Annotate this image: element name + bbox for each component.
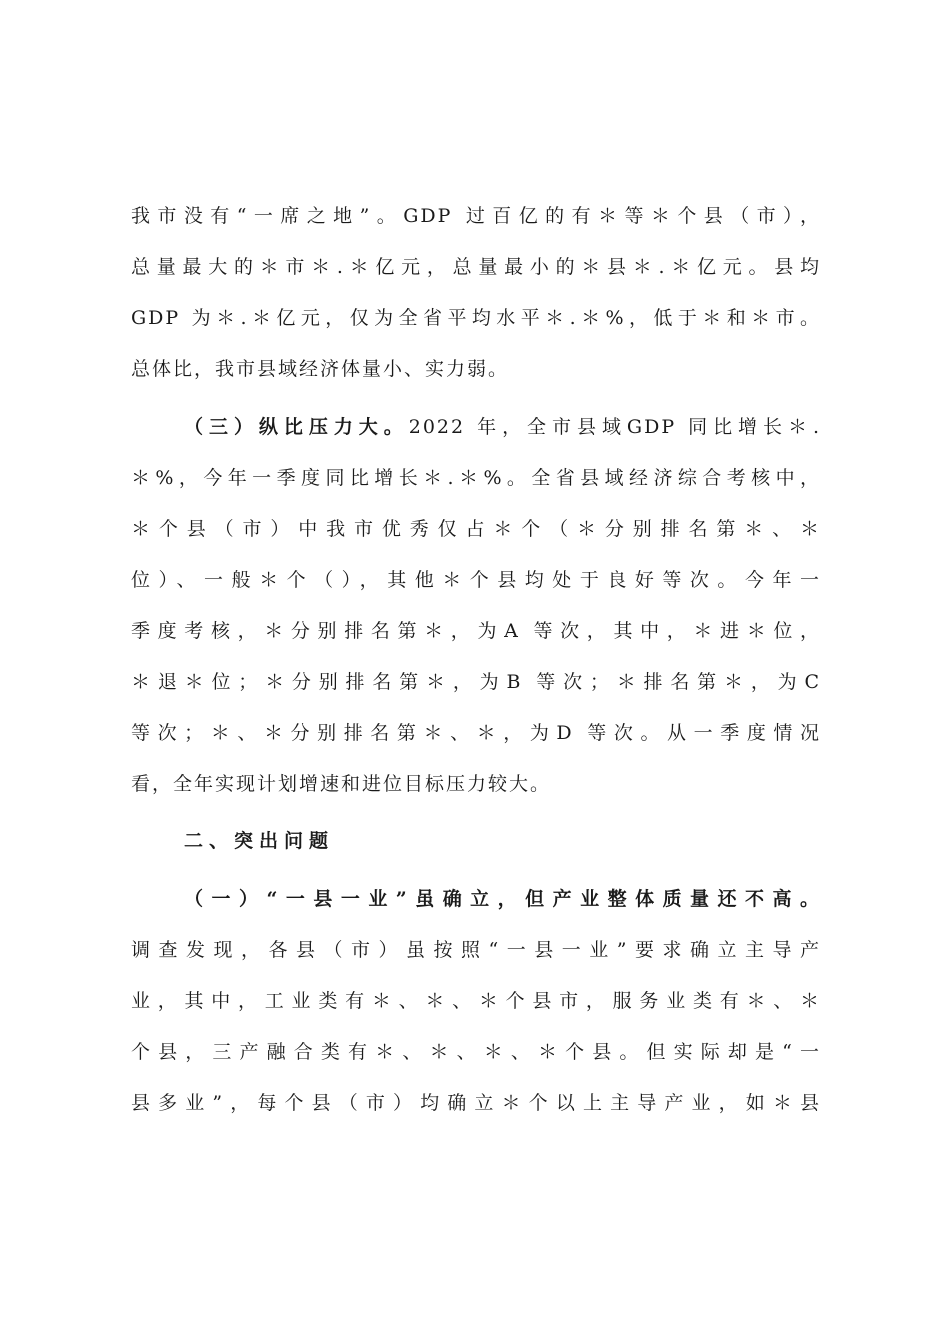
paragraph-line: ＊退＊位；＊分别排名第＊，为B 等次；＊排名第＊，为C: [131, 671, 821, 693]
subsection-heading: （三）纵比压力大。: [184, 416, 409, 438]
paragraph-line: 个县，三产融合类有＊、＊、＊、＊个县。但实际却是“一: [131, 1041, 821, 1063]
paragraph-line: 等次；＊、＊分别排名第＊、＊，为D 等次。从一季度情况: [131, 722, 821, 744]
paragraph-line: ＊%，今年一季度同比增长＊.＊%。全省县域经济综合考核中，: [131, 467, 821, 489]
paragraph-line: 位）、一般＊个（），其他＊个县均处于良好等次。今年一: [131, 569, 821, 591]
section-heading: 二、突出问题: [184, 830, 335, 852]
paragraph-line: 季度考核，＊分别排名第＊，为A 等次，其中，＊进＊位，: [131, 620, 821, 642]
paragraph-line: 总量最大的＊市＊.＊亿元，总量最小的＊县＊.＊亿元。县均: [131, 256, 821, 278]
paragraph-line: GDP 为＊.＊亿元，仅为全省平均水平＊.＊%，低于＊和＊市。: [131, 307, 821, 329]
paragraph-line: 调查发现，各县（市）虽按照“一县一业”要求确立主导产: [131, 939, 821, 961]
paragraph-line: 县多业”，每个县（市）均确立＊个以上主导产业，如＊县: [131, 1092, 821, 1114]
paragraph-line: 业，其中，工业类有＊、＊、＊个县市，服务业类有＊、＊: [131, 990, 821, 1012]
paragraph-line: 我市没有“一席之地”。GDP 过百亿的有＊等＊个县（市），: [131, 205, 821, 227]
paragraph-line: 总体比，我市县域经济体量小、实力弱。: [131, 358, 510, 380]
paragraph-text: 2022 年，全市县域GDP 同比增长＊.: [408, 416, 821, 438]
paragraph-first-line: [184, 410, 821, 444]
paragraph-line: 看，全年实现计划增速和进位目标压力较大。: [131, 773, 552, 795]
paragraph-line: ＊个县（市）中我市优秀仅占＊个（＊分别排名第＊、＊: [131, 518, 821, 540]
subsection-heading: （一）“一县一业”虽确立，但产业整体质量还不高。: [184, 888, 821, 910]
